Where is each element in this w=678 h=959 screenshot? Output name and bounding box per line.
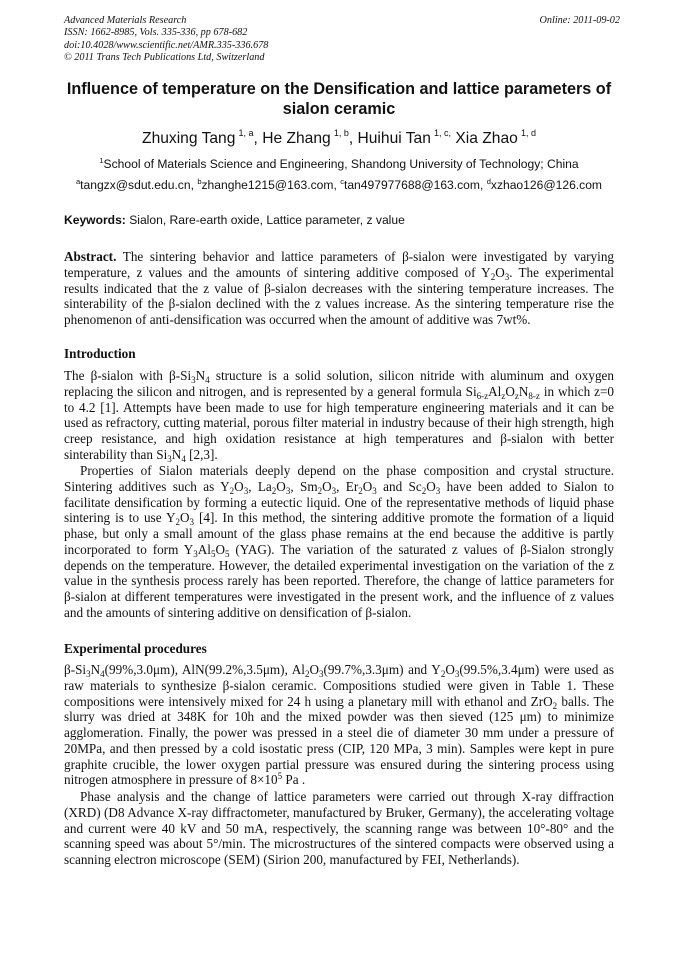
author-sup: 1, a	[238, 128, 254, 138]
email-link[interactable]: zhanghe1215@163.com,	[201, 178, 337, 192]
journal-header	[64, 15, 620, 64]
experimental-paragraph-2: Phase analysis and the change of lattice parameters were carried out through X-ray diffraction (XRD) (D8 Advance X-ray diffractometer, manufactured by Bruker, Germany), the accelerating voltage and current were 40 kV and 50 mA, respectively, the scanning range was between 10°-80° and the scanning speed was about 5°/min. The microstructures of the sintered compacts were observed using a scanning electron microscope (SEM) (Sirion 200, manufactured by FEI, Netherlands).	[64, 789, 614, 867]
journal-name: Advanced Materials Research	[64, 15, 187, 26]
keywords-label: Keywords:	[64, 213, 126, 227]
intro-paragraph-1: The β-sialon with $\beta-Si_3N_4$ structure is a solid solution, silicon nitride with aluminum and oxygen replacing the silicon and nitrogen, and is represented by a general formula $Si_{6-z}Al_zO_zN_{8-z}$ in which z=0 to 4.2 [1]. Attempts have been made to use for high temperature engineering materials and it can be used as refractory, cutting material, porous filter material in industry because of their high strength, high creep resistance, and high oxidation resistance at high temperatures and β-sialon with better sinterability than $Si_3N_4$ [2,3].	[64, 368, 615, 464]
abstract-label: Abstract.	[64, 249, 117, 264]
section-heading-experimental: Experimental procedures	[64, 641, 207, 656]
author-sup: 1, c,	[434, 128, 452, 138]
keywords-text: Sialon, Rare-earth oxide, Lattice parameter, z value	[129, 213, 405, 227]
email-link[interactable]: tan497977688@163.com,	[343, 178, 484, 192]
paper-title: Influence of temperature on the Densification and lattice parameters of sialon ceramic	[66, 80, 612, 118]
intro-paragraph-2: Properties of Sialon materials deeply depend on the phase composition and crystal structure. Sintering additives such as $Y_2O_3$, $La_2O_3$, $Sm_2O_3$, $Er_2O_3$ and $Sc_2O_3$ have been added to Sialon to facilitate densification by forming a eutectic liquid. One of the representative methods of liquid phase sintering is to use $Y_2O_3$ [4]. In this method, the sintering additive promote the formation of a liquid phase, but only a small amount of the glass phase remains at the end because the additive is partly incorporated to form $Y_3Al_5O_5$ (YAG). The variation of the saturated z values of β-Sialon strongly depends on the temperature. However, the detailed experimental investigation on the variation of the z value in the synthesis process rarely has been reported. Therefore, the change of lattice parameters for β-sialon at different temperatures were investigated in the present work, and the influence of z values and the amounts of sintering additive on densification of β-sialon.	[64, 463, 615, 620]
email-link[interactable]: xzhao126@126.com	[490, 178, 603, 192]
doi: doi:10.4028/www.scientific.net/AMR.335-336.678	[64, 39, 269, 51]
author-list: Zhuxing Tang $^{1, a}$, He Zhang $^{1, b}$, Huihui Tan $^{1, c,}$ Xia Zhao $^{1, d}$	[142, 128, 536, 147]
copyright: © 2011 Trans Tech Publications Ltd, Switzerland	[64, 51, 265, 63]
affiliation-text: School of Materials Science and Engineering, Shandong University of Technology; China	[103, 157, 579, 171]
experimental-paragraph-1: $\beta-Si_3N_4(99\%,3.0\mu m)$, AlN(99.2%,3.5μm), $Al_2O_3(99.7\%,3.3\mu m)$ and $Y_2O_3(99.5\%,3.4\mu m)$ were used as raw materials to synthesize β-sialon ceramic. Compositions studied were given in Table 1. These compositions were intensively mixed for 24 h using a planetary mill with ethanol and ZrO$_2$ balls. The slurry was dried at 348K for 10h and the mixed powder was then sieved (125 μm) to minimize agglomeration. Finally, the power was pressed in a steel die of diameter 30 mm under a pressure of 20MPa, and then pressed by a cold isostatic press (CIP, 120 MPa, 3 min). Samples were kept in pure graphite crucible, the lower oxygen partial pressure was ensured during the sintering process using nitrogen atmosphere in pressure of $8\times 10^5$ Pa .	[64, 662, 615, 788]
email-sup: b	[197, 177, 202, 186]
email-sup: a	[75, 177, 81, 186]
abstract: Abstract. The sintering behavior and lattice parameters of β-sialon were investigated by varying temperature, z values and the amounts of sintering additive composed of $Y_2O_3$. The experimental results indicated that the z value of β-sialon decreases with the sintering temperature increases. The sinterability of the β-sialon declined with the z values increase. As the sintering temperature rise the phenomenon of anti-densification was occurred when the amount of additive was 7wt%.	[64, 249, 615, 327]
author-name: Xia Zhao	[455, 130, 518, 147]
keywords	[64, 213, 614, 228]
affiliation-sup: 1	[99, 156, 104, 165]
email-sup: c	[340, 177, 344, 186]
email-sup: d	[486, 177, 491, 186]
issn: ISSN: 1662-8985, Vols. 335-336, pp 678-682	[64, 27, 248, 39]
author-name: He Zhang	[262, 130, 331, 147]
author-sup: 1, b	[333, 128, 349, 138]
online-date: Online: 2011-09-02	[539, 15, 620, 26]
email-list	[64, 178, 614, 193]
author-sup: 1, d	[520, 128, 536, 138]
author-name: Zhuxing Tang	[142, 130, 236, 147]
email-link[interactable]: tangzx@sdut.edu.cn,	[80, 178, 194, 192]
author-name: Huihui Tan	[357, 130, 431, 147]
section-heading-introduction: Introduction	[64, 346, 136, 361]
affiliation	[64, 157, 614, 172]
